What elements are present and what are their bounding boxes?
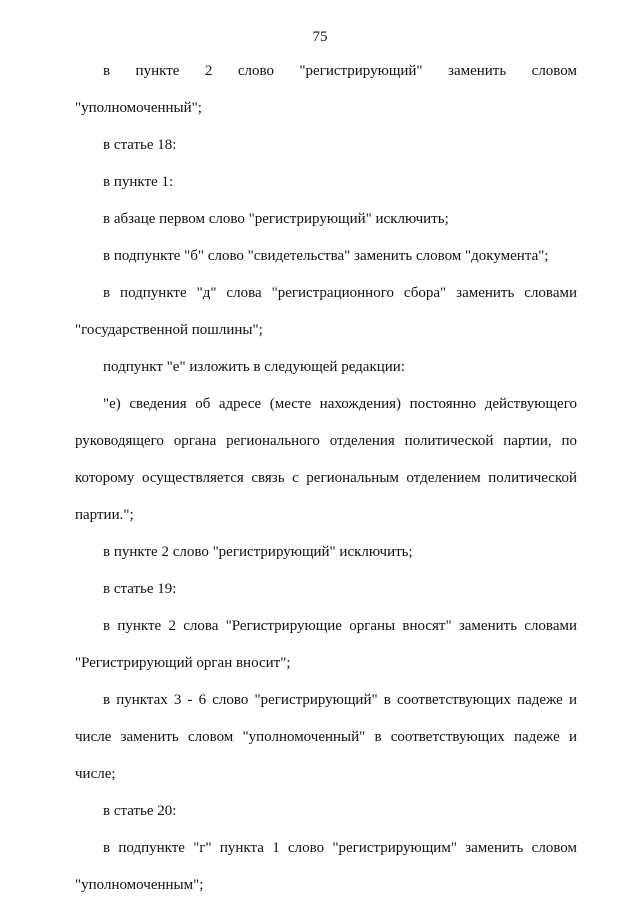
text-line: "уполномоченный";: [75, 100, 202, 116]
text-line: партии.";: [75, 507, 134, 523]
text-line: которому осуществляется связь с региональным отделением политической: [75, 470, 577, 486]
paragraph-6: [75, 275, 577, 349]
paragraph-5: [75, 238, 577, 275]
text-line: в пункте 1:: [103, 174, 174, 190]
paragraph-13: [75, 793, 577, 830]
text-line: "уполномоченным";: [75, 877, 204, 893]
text-line: в пунктах 3 - 6 слово "регистрирующий" в соответствующих падеже и: [103, 692, 577, 708]
page-number: 75: [312, 29, 328, 45]
text-line: "Регистрирующий орган вносит";: [75, 655, 291, 671]
document-body: [75, 53, 577, 904]
text-line: числе заменить словом "уполномоченный" в соответствующих падеже и: [75, 729, 577, 745]
paragraph-4: [75, 201, 577, 238]
paragraph-11: [75, 608, 577, 682]
text-line: руководящего органа регионального отделения политической партии, по: [75, 433, 577, 449]
text-line: подпункт "е" изложить в следующей редакции:: [103, 359, 405, 375]
text-line: числе;: [75, 766, 116, 782]
paragraph-2: [75, 127, 577, 164]
text-line: "государственной пошлины";: [75, 322, 263, 338]
text-line: в подпункте "б" слово "свидетельства" заменить словом "документа";: [103, 248, 549, 264]
paragraph-10: [75, 571, 577, 608]
text-line: в пункте 2 слово "регистрирующий" заменить словом: [103, 63, 577, 79]
text-line: "е) сведения об адресе (месте нахождения) постоянно действующего: [103, 396, 577, 412]
text-line: в абзаце первом слово "регистрирующий" исключить;: [103, 211, 449, 227]
paragraph-14: [75, 830, 577, 904]
paragraph-9: [75, 534, 577, 571]
text-line: в статье 20:: [103, 803, 177, 819]
paragraph-8: [75, 386, 577, 534]
paragraph-3: [75, 164, 577, 201]
text-line: в подпункте "г" пункта 1 слово "регистрирующим" заменить словом: [103, 840, 577, 856]
paragraph-12: [75, 682, 577, 793]
text-line: в подпункте "д" слова "регистрационного сбора" заменить словами: [103, 285, 577, 301]
text-line: в статье 18:: [103, 137, 177, 153]
text-line: в статье 19:: [103, 581, 177, 597]
paragraph-1: [75, 53, 577, 127]
paragraph-7: [75, 349, 577, 386]
text-line: в пункте 2 слова "Регистрирующие органы вносят" заменить словами: [103, 618, 577, 634]
text-line: в пункте 2 слово "регистрирующий" исключить;: [103, 544, 413, 560]
